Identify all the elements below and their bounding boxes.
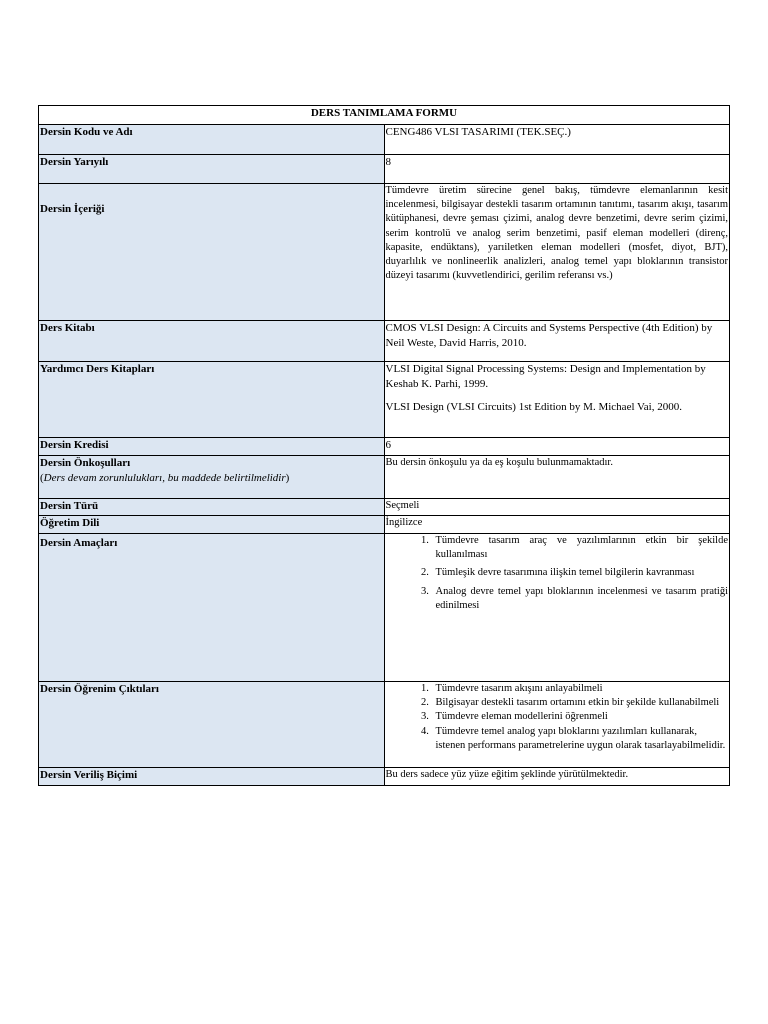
aux-book-2: VLSI Design (VLSI Circuits) 1st Edition by M. Michael Vai, 2000. bbox=[385, 400, 682, 413]
value-objectives bbox=[384, 534, 730, 682]
outcomes-list bbox=[386, 682, 729, 753]
aux-book-1: VLSI Digital Signal Processing Systems: Design and Implementation by Keshab K. Parhi, 1999. bbox=[385, 363, 706, 390]
list-item: 3. Tümdevre eleman modellerini öğrenmeli bbox=[432, 710, 729, 724]
value-outcomes bbox=[384, 682, 730, 768]
prereq-note-open: ( bbox=[40, 471, 44, 484]
list-item: 2. Bilgisayar destekli tasarım ortamını etkin bir şekilde kullanabilmeli bbox=[432, 696, 729, 710]
label-delivery: Dersin Veriliş Biçimi bbox=[39, 768, 385, 786]
label-aux-books: Yardımcı Ders Kitapları bbox=[39, 362, 385, 438]
value-course-content: Tümdevre üretim sürecine genel bakış, tümdevre elemanlarının kesit incelenmesi, bilgisayar destekli tasarım ortamının tanıtımı, tasarım akışı, tasarım kütüphanesi, devre şeması çizimi, analog devre benzetimi, devre serim çizimi, serim kontrolü ve analog serim benzetimi, pasif eleman modelleri (direnç, kapasite, endüktans), yarıiletken eleman modelleri (mosfet, diyot, BJT), duyarlılık ve nonlineerlik analizleri, analog temel yapı bloklarının transistor düzeyi tasarımı (kuvvetlendirici, gerilim referansı vs.) bbox=[384, 184, 730, 321]
label-prerequisites bbox=[39, 456, 385, 499]
label-objectives: Dersin Amaçları bbox=[39, 534, 385, 682]
prereq-title: Dersin Önkoşulları bbox=[40, 457, 131, 469]
list-item: 1. Tümdevre tasarım araç ve yazılımlarının etkin bir şekilde kullanılması bbox=[432, 534, 729, 562]
prereq-note-text: Ders devam zorunlulukları, bu maddede belirtilmelidir bbox=[43, 471, 286, 484]
list-item: 2. Tümleşik devre tasarımına ilişkin temel bilgilerin kavranması bbox=[432, 566, 729, 580]
value-language: İngilizce bbox=[384, 516, 730, 534]
value-semester: 8 bbox=[384, 155, 730, 184]
objectives-list bbox=[386, 534, 729, 613]
value-textbook: CMOS VLSI Design: A Circuits and Systems Perspective (4th Edition) by Neil Weste, David Harris, 2010. bbox=[384, 321, 730, 362]
label-language: Öğretim Dili bbox=[39, 516, 385, 534]
label-credits: Dersin Kredisi bbox=[39, 438, 385, 456]
label-outcomes: Dersin Öğrenim Çıktıları bbox=[39, 682, 385, 768]
value-prerequisites: Bu dersin önkoşulu ya da eş koşulu bulunmamaktadır. bbox=[384, 456, 730, 499]
value-delivery: Bu ders sadece yüz yüze eğitim şeklinde yürütülmektedir. bbox=[384, 768, 730, 786]
form-title: DERS TANIMLAMA FORMU bbox=[39, 106, 730, 125]
label-course-content: Dersin İçeriği bbox=[39, 184, 385, 321]
prereq-note-close: ) bbox=[285, 471, 290, 484]
label-semester: Dersin Yarıyılı bbox=[39, 155, 385, 184]
list-item: 3. Analog devre temel yapı bloklarının incelenmesi ve tasarım pratiği edinilmesi bbox=[432, 585, 729, 613]
value-course-code: CENG486 VLSI TASARIMI (TEK.SEÇ.) bbox=[384, 125, 730, 155]
value-course-type: Seçmeli bbox=[384, 499, 730, 516]
value-aux-books bbox=[384, 362, 730, 438]
label-course-code: Dersin Kodu ve Adı bbox=[39, 125, 385, 155]
label-textbook: Ders Kitabı bbox=[39, 321, 385, 362]
label-course-type: Dersin Türü bbox=[39, 499, 385, 516]
list-item: 1. Tümdevre tasarım akışını anlayabilmeli bbox=[432, 682, 729, 696]
course-definition-form bbox=[38, 105, 730, 786]
value-credits: 6 bbox=[384, 438, 730, 456]
list-item: 4. Tümdevre temel analog yapı bloklarını yazılımları kullanarak, istenen performans parametrelerine uygun olarak tasarlayabilmelidir. bbox=[432, 725, 729, 753]
prereq-note bbox=[40, 471, 383, 486]
